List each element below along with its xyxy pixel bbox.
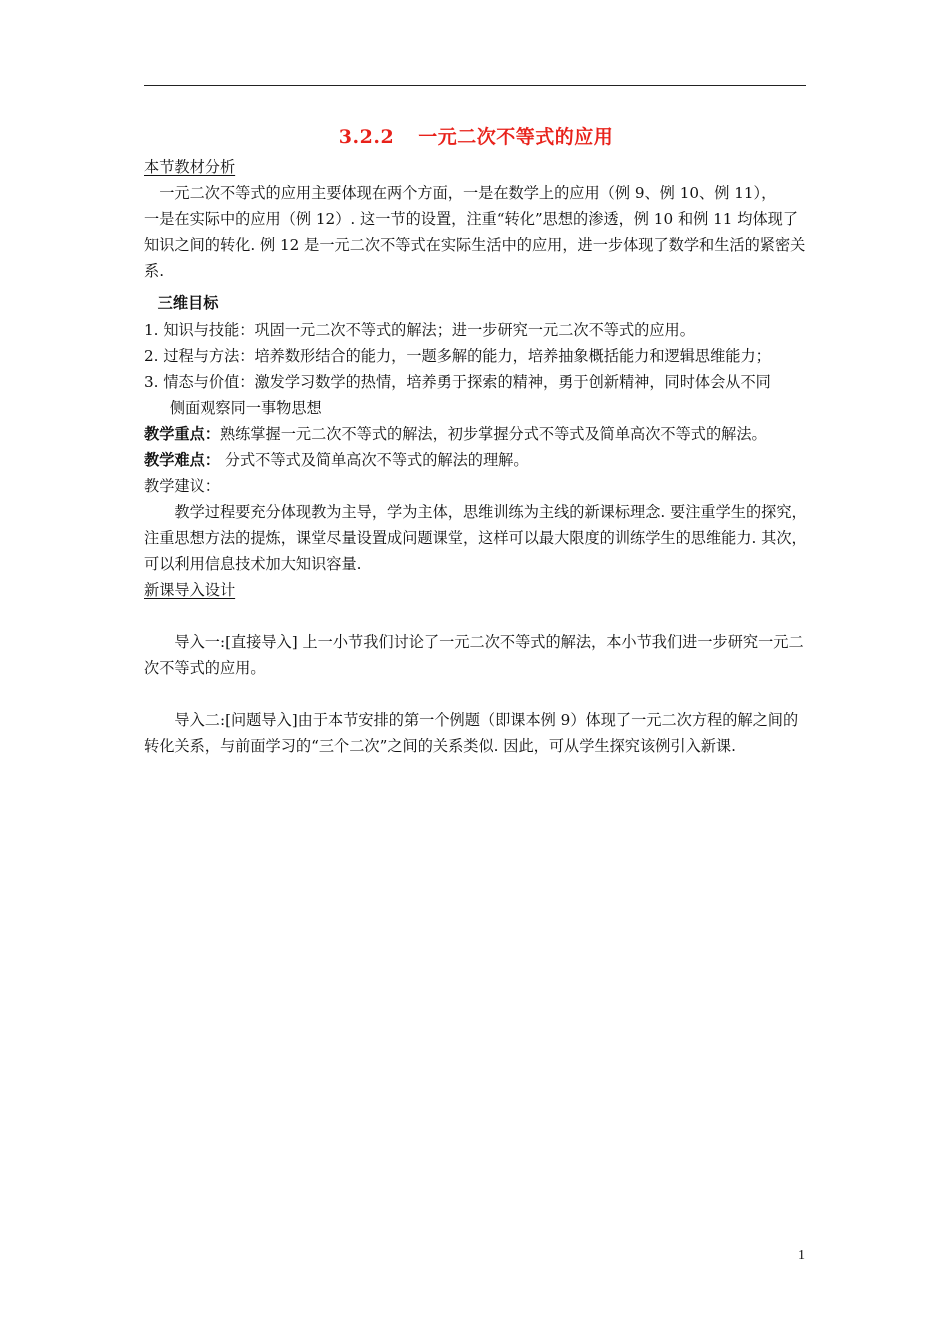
goals-heading: 三维目标 [157, 294, 219, 312]
difficult-point [144, 447, 808, 473]
intro-2-paragraph: 导入二:[问题导入]由于本节安排的第一个例题（即课本例 9）体现了一元二次方程的解之间的转化关系，与前面学习的“三个二次”之间的关系类似. 因此，可从学生探究该例引入新课. [144, 711, 799, 755]
goal-item-3-continued: 侧面观察同一事物思想 [169, 399, 322, 417]
intro-1-paragraph: 导入一:[直接导入] 上一小节我们讨论了一元二次不等式的解法，本小节我们进一步研究一元二次不等式的应用。 [144, 633, 804, 677]
goal-item-3: 3. 情态与价值：激发学习数学的热情，培养勇于探索的精神，勇于创新精神，同时体会从不同 [144, 373, 771, 391]
suggestion-paragraph: 教学过程要充分体现教为主导，学为主体，思维训练为主线的新课标理念. 要注重学生的探究，注重思想方法的提炼，课堂尽量设置成问题课堂，这样可以最大限度的训练学生的思维能力. 其次，可以利用信息技术加大知识容量. [144, 503, 807, 573]
key-point [144, 421, 808, 447]
page-title [144, 122, 808, 152]
section-title: 一元二次不等式的应用 [418, 126, 614, 148]
difficult-point-label: 教学难点： [144, 451, 220, 469]
document-body [144, 122, 808, 759]
goal-item-2: 2. 过程与方法：培养数形结合的能力，一题多解的能力，培养抽象概括能力和逻辑思维能力； [144, 347, 771, 365]
difficult-point-text: 分式不等式及简单高次不等式的解法的理解。 [219, 451, 529, 469]
key-point-label: 教学重点： [144, 425, 220, 443]
section-number: 3.2.2 [338, 126, 395, 148]
page-number: 1 [798, 1248, 805, 1263]
analysis-paragraph-rest: 一是在实际中的应用（例 12）. 这一节的设置，注重“转化”思想的渗透，例 10 和例 11 均体现了知识之间的转化. 例 12 是一元二次不等式在实际生活中的应用，进一步体现了数学和生活的紧密关系. [144, 210, 806, 280]
analysis-paragraph-line1: 一元二次不等式的应用主要体现在两个方面，一是在数学上的应用（例 9、例 10、例 11）， [159, 184, 777, 202]
analysis-heading: 本节教材分析 [144, 158, 236, 176]
suggestion-heading: 教学建议： [144, 477, 220, 495]
goal-item-1: 1. 知识与技能：巩固一元二次不等式的解法；进一步研究一元二次不等式的应用。 [144, 321, 695, 339]
spacer [144, 603, 808, 629]
key-point-text: 熟练掌握一元二次不等式的解法，初步掌握分式不等式及简单高次不等式的解法。 [219, 425, 767, 443]
intro-design-heading: 新课导入设计 [144, 581, 236, 599]
spacer [144, 681, 808, 707]
header-rule [144, 85, 806, 86]
